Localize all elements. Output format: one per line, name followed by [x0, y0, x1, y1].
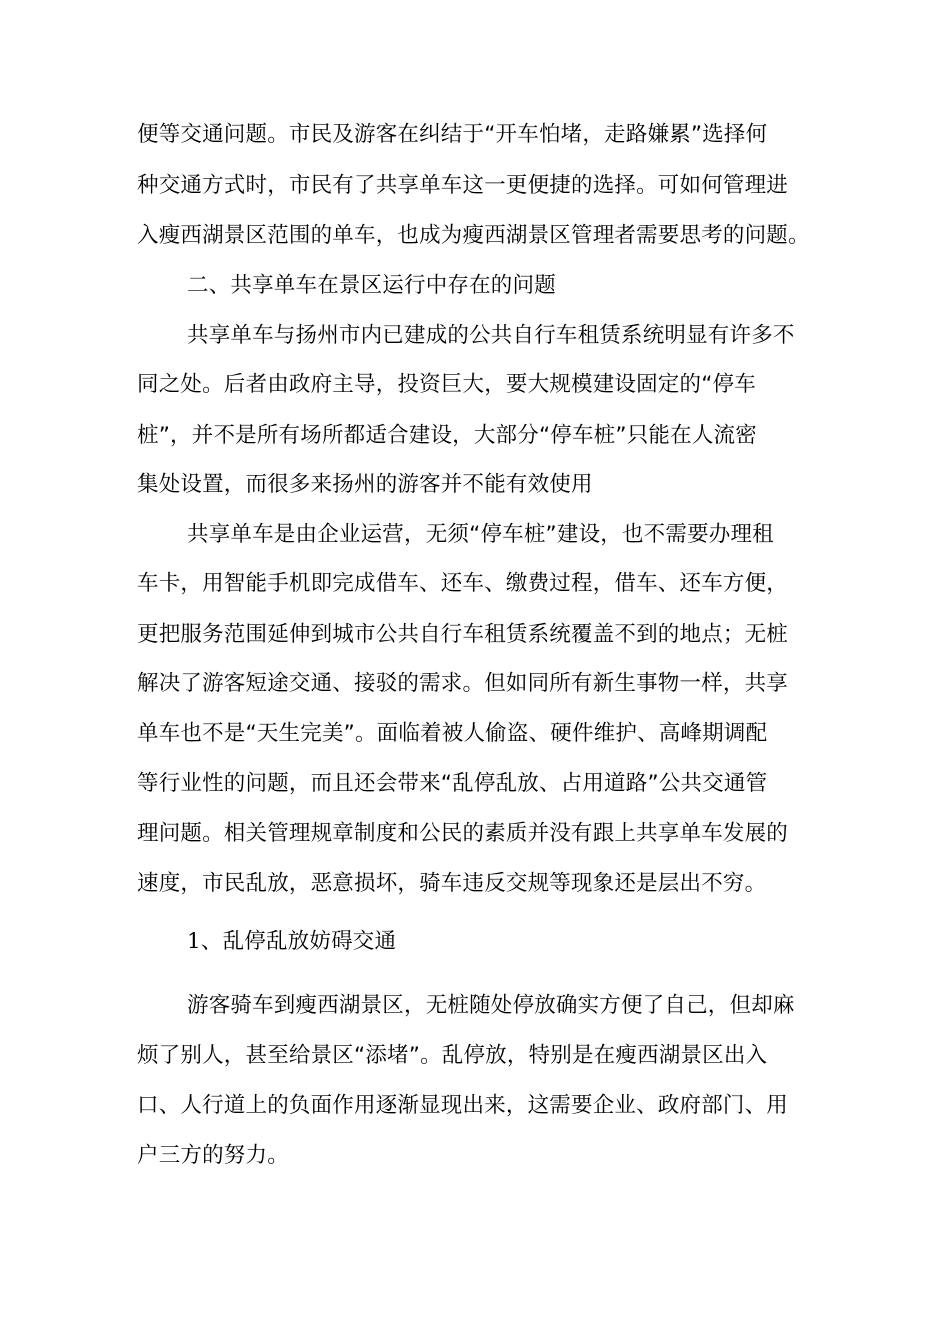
- paragraph-line: 车卡，用智能手机即完成借车、还车、缴费过程，借车、还车方便，: [137, 571, 789, 596]
- paragraph-line: 种交通方式时，市民有了共享单车这一更便捷的选择。可如何管理进: [137, 173, 789, 198]
- paragraph-line: 口、人行道上的负面作用逐渐显现出来，这需要企业、政府部门、用: [137, 1093, 789, 1118]
- paragraph-line: 更把服务范围延伸到城市公共自行车租赁系统覆盖不到的地点；无桩: [137, 622, 789, 647]
- paragraph-line: 桩”，并不是所有场所都适合建设，大部分“停车桩”只能在人流密: [137, 423, 757, 448]
- paragraph-line: 同之处。后者由政府主导，投资巨大，要大规模建设固定的“停车: [137, 372, 756, 397]
- paragraph-line: 单车也不是“天生完美”。面临着被人偷盗、硬件维护、高峰期调配: [137, 721, 768, 746]
- paragraph-line: 户三方的努力。: [137, 1143, 289, 1168]
- paragraph-line: 游客骑车到瘦西湖景区，无桩随处停放确实方便了自己，但却麻: [187, 993, 795, 1018]
- paragraph-line: 解决了游客短途交通、接驳的需求。但如同所有新生事物一样，共享: [137, 671, 789, 696]
- paragraph-line: 便等交通问题。市民及游客在纠结于“开车怕堵，走路嫌累”选择何: [137, 122, 768, 147]
- paragraph-line: 速度，市民乱放，恶意损坏，骑车违反交规等现象还是层出不穷。: [137, 871, 767, 896]
- paragraph-line: 等行业性的问题，而且还会带来“乱停乱放、占用道路”公共交通管: [137, 771, 768, 796]
- paragraph-line: 理问题。相关管理规章制度和公民的素质并没有跟上共享单车发展的: [137, 821, 789, 846]
- paragraph-line: 入瘦西湖景区范围的单车，也成为瘦西湖景区管理者需要思考的问题。: [137, 223, 810, 248]
- subsection-heading: 1、乱停乱放妨碍交通: [187, 929, 397, 954]
- section-heading: 二、共享单车在景区运行中存在的问题: [187, 273, 556, 298]
- paragraph-line: 集处设置，而很多来扬州的游客并不能有效使用: [137, 472, 593, 497]
- paragraph-line: 烦了别人，甚至给景区“添堵”。乱停放，特别是在瘦西湖景区出入: [137, 1043, 768, 1068]
- paragraph-line: 共享单车与扬州市内已建成的公共自行车租赁系统明显有许多不: [187, 323, 795, 348]
- paragraph-line: 共享单车是由企业运营，无须“停车桩”建设，也不需要办理租: [187, 522, 774, 547]
